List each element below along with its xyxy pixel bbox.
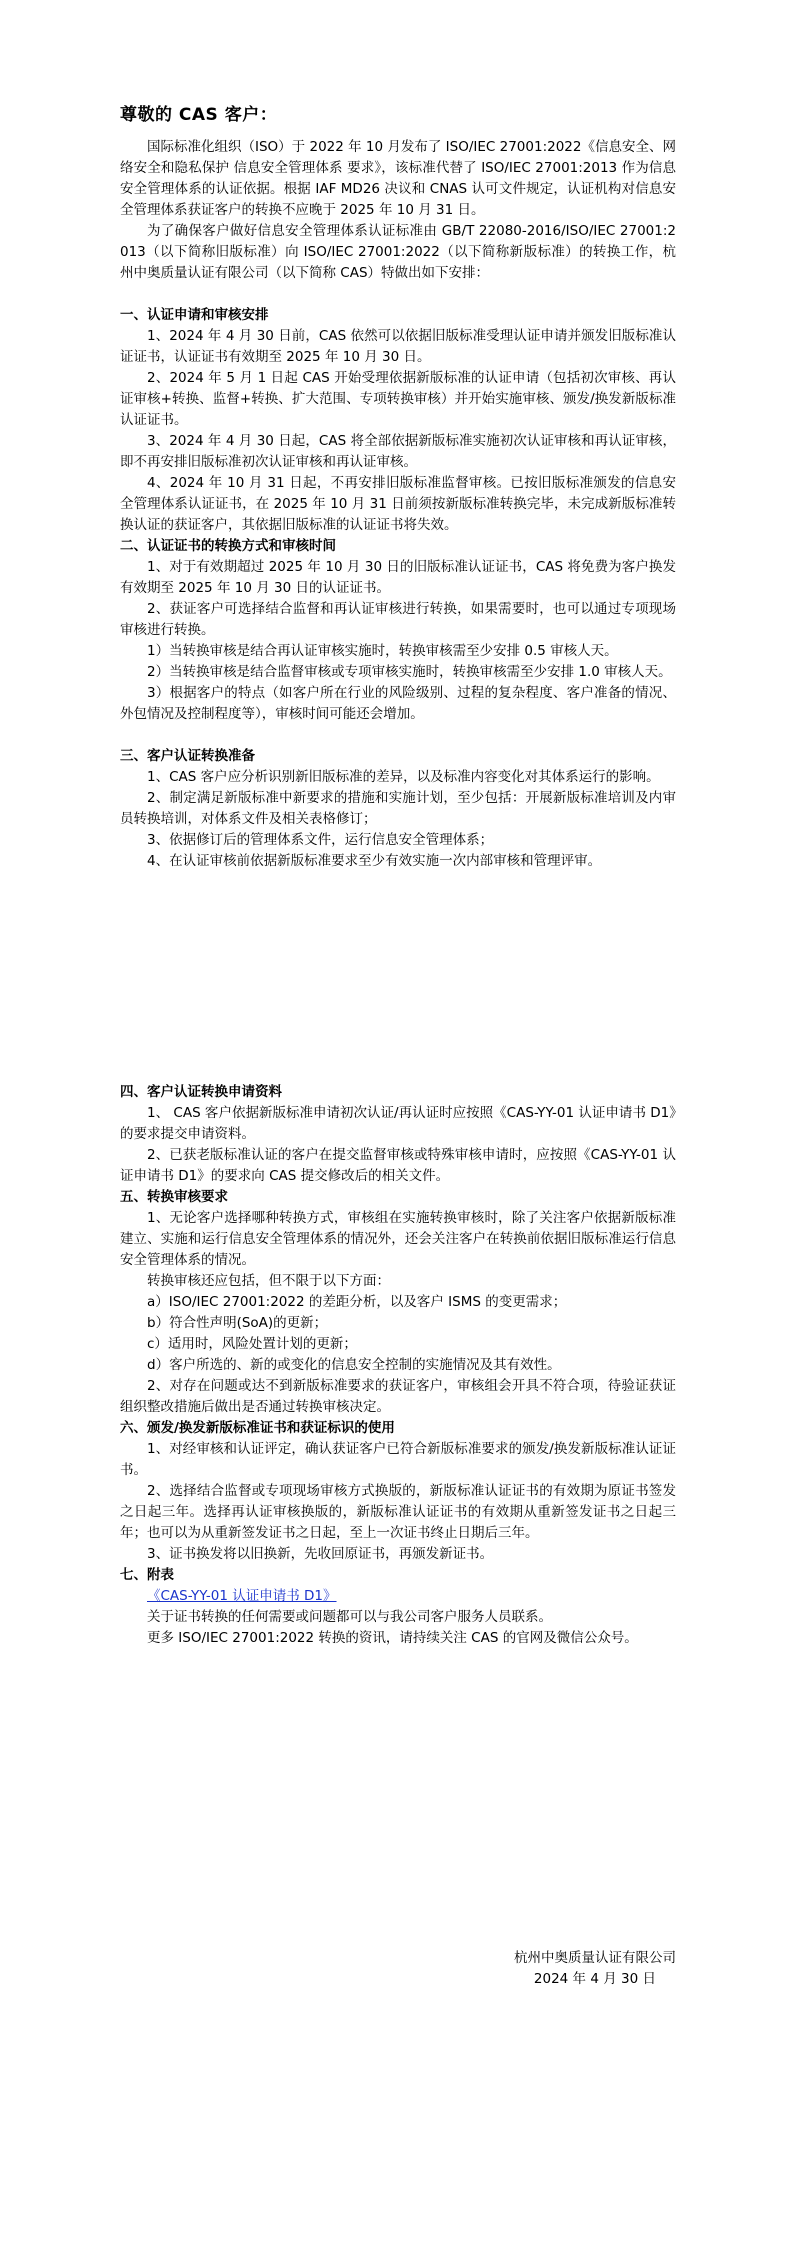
section-5-item: c）适用时，风险处置计划的更新； <box>147 1336 357 1352</box>
section-4-title: 四、客户认证转换申请资料 <box>120 1084 282 1100</box>
section-6-title: 六、颁发/换发新版标准证书和获证标识的使用 <box>120 1420 395 1436</box>
section-1-item: 3、2024 年 4 月 30 日起，CAS 将全部依据新版标准实施初次认证审核和再认证审核，即不再安排旧版标准初次认证审核和再认证审核。 <box>120 433 676 470</box>
section-1-item: 2、2024 年 5 月 1 日起 CAS 开始受理依据新版标准的认证申请（包括初次审核、再认证审核+转换、监督+转换、扩大范围、专项转换审核）并开始实施审核、颁发/换发新版标准认证证书。 <box>120 370 676 428</box>
contact-paragraph: 关于证书转换的任何需要或问题都可以与我公司客户服务人员联系。 <box>147 1609 552 1625</box>
application-form-link[interactable]: 《CAS-YY-01 认证申请书 D1》 <box>147 1588 337 1604</box>
section-5-item: b）符合性声明(SoA)的更新； <box>147 1315 328 1331</box>
notice-document <box>120 100 676 1649</box>
intro-paragraph-1: 国际标准化组织（ISO）于 2022 年 10 月发布了 ISO/IEC 27001:2022《信息安全、网络安全和隐私保护 信息安全管理体系 要求》，该标准代替了 ISO/IEC 27001:2013 作为信息安全管理体系的认证依据。根据 IAF MD26 决议和 CNAS 认可文件规定，认证机构对信息安全管理体系获证客户的转换不应晚于 2025 年 10 月 31 日。 <box>120 139 676 218</box>
intro-paragraph-2: 为了确保客户做好信息安全管理体系认证标准由 GB/T 22080-2016/ISO/IEC 27001:2013（以下简称旧版标准）向 ISO/IEC 27001:2022（以下简称新版标准）的转换工作，杭州中奥质量认证有限公司（以下简称 CAS）特做出如下安排： <box>120 223 676 281</box>
section-3-item: 1、CAS 客户应分析识别新旧版标准的差异，以及标准内容变化对其体系运行的影响。 <box>147 769 660 785</box>
company-name: 杭州中奥质量认证有限公司 <box>514 1950 676 1966</box>
section-5-item: 转换审核还应包括，但不限于以下方面： <box>147 1273 390 1289</box>
greeting: 尊敬的 CAS 客户： <box>120 105 278 125</box>
page-break-space <box>120 872 676 1082</box>
section-7-title: 七、附表 <box>120 1567 174 1583</box>
section-1-item: 1、2024 年 4 月 30 日前，CAS 依然可以依据旧版标准受理认证申请并颁发旧版标准认证证书，认证证书有效期至 2025 年 10 月 30 日。 <box>120 328 676 365</box>
section-4-item: 1、 CAS 客户依据新版标准申请初次认证/再认证时应按照《CAS-YY-01 认证申请书 D1》的要求提交申请资料。 <box>120 1105 676 1142</box>
section-6-item: 1、对经审核和认证评定，确认获证客户已符合新版标准要求的颁发/换发新版标准认证证书。 <box>120 1441 676 1478</box>
section-3-item: 4、在认证审核前依据新版标准要求至少有效实施一次内部审核和管理评审。 <box>147 853 602 869</box>
section-3-item: 2、制定满足新版标准中新要求的措施和实施计划，至少包括：开展新版标准培训及内审员转换培训，对体系文件及相关表格修订； <box>120 790 676 827</box>
section-5-item: a）ISO/IEC 27001:2022 的差距分析，以及客户 ISMS 的变更需求； <box>147 1294 567 1310</box>
section-2-title: 二、认证证书的转换方式和审核时间 <box>120 538 336 554</box>
section-5-item: 1、无论客户选择哪种转换方式，审核组在实施转换审核时，除了关注客户依据新版标准建立、实施和运行信息安全管理体系的情况外，还会关注客户在转换前依据旧版标准运行信息安全管理体系的情况。 <box>120 1210 676 1268</box>
section-3-item: 3、依据修订后的管理体系文件，运行信息安全管理体系； <box>147 832 494 848</box>
section-2-item: 1、对于有效期超过 2025 年 10 月 30 日的旧版标准认证证书，CAS 将免费为客户换发有效期至 2025 年 10 月 30 日的认证证书。 <box>120 559 676 596</box>
section-3-title: 三、客户认证转换准备 <box>120 748 255 764</box>
section-2-item: 3）根据客户的特点（如客户所在行业的风险级别、过程的复杂程度、客户准备的情况、外包情况及控制程度等），审核时间可能还会增加。 <box>120 685 676 722</box>
signature-date: 2024 年 4 月 30 日 <box>533 1971 656 1987</box>
section-5-item: 2、对存在问题或达不到新版标准要求的获证客户，审核组会开具不符合项，待验证获证组织整改措施后做出是否通过转换审核决定。 <box>120 1378 676 1415</box>
more-info-paragraph: 更多 ISO/IEC 27001:2022 转换的资讯，请持续关注 CAS 的官网及微信公众号。 <box>147 1630 638 1646</box>
section-1-item: 4、2024 年 10 月 31 日起，不再安排旧版标准监督审核。已按旧版标准颁发的信息安全管理体系认证证书，在 2025 年 10 月 31 日前须按新版标准转换完毕，未完成新版标准转换认证的获证客户，其依据旧版标准的认证证书将失效。 <box>120 475 676 533</box>
section-1-title: 一、认证申请和审核安排 <box>120 307 269 323</box>
section-2-item: 2、获证客户可选择结合监督和再认证审核进行转换，如果需要时，也可以通过专项现场审核进行转换。 <box>120 601 676 638</box>
section-2-item: 1）当转换审核是结合再认证审核实施时，转换审核需至少安排 0.5 审核人天。 <box>147 643 618 659</box>
section-2-item: 2）当转换审核是结合监督审核或专项审核实施时，转换审核需至少安排 1.0 审核人天。 <box>147 664 672 680</box>
section-4-item: 2、已获老版标准认证的客户在提交监督审核或特殊审核申请时，应按照《CAS-YY-01 认证申请书 D1》的要求向 CAS 提交修改后的相关文件。 <box>120 1147 676 1184</box>
section-5-title: 五、转换审核要求 <box>120 1189 228 1205</box>
section-6-item: 3、证书换发将以旧换新，先收回原证书，再颁发新证书。 <box>147 1546 494 1562</box>
signature-block <box>514 1948 676 1990</box>
section-5-item: d）客户所选的、新的或变化的信息安全控制的实施情况及其有效性。 <box>147 1357 561 1373</box>
section-6-item: 2、选择结合监督或专项现场审核方式换版的，新版标准认证证书的有效期为原证书签发之日起三年。选择再认证审核换版的，新版标准认证证书的有效期从重新签发证书之日起三年；也可以为从重新签发证书之日起，至上一次证书终止日期后三年。 <box>120 1483 676 1541</box>
